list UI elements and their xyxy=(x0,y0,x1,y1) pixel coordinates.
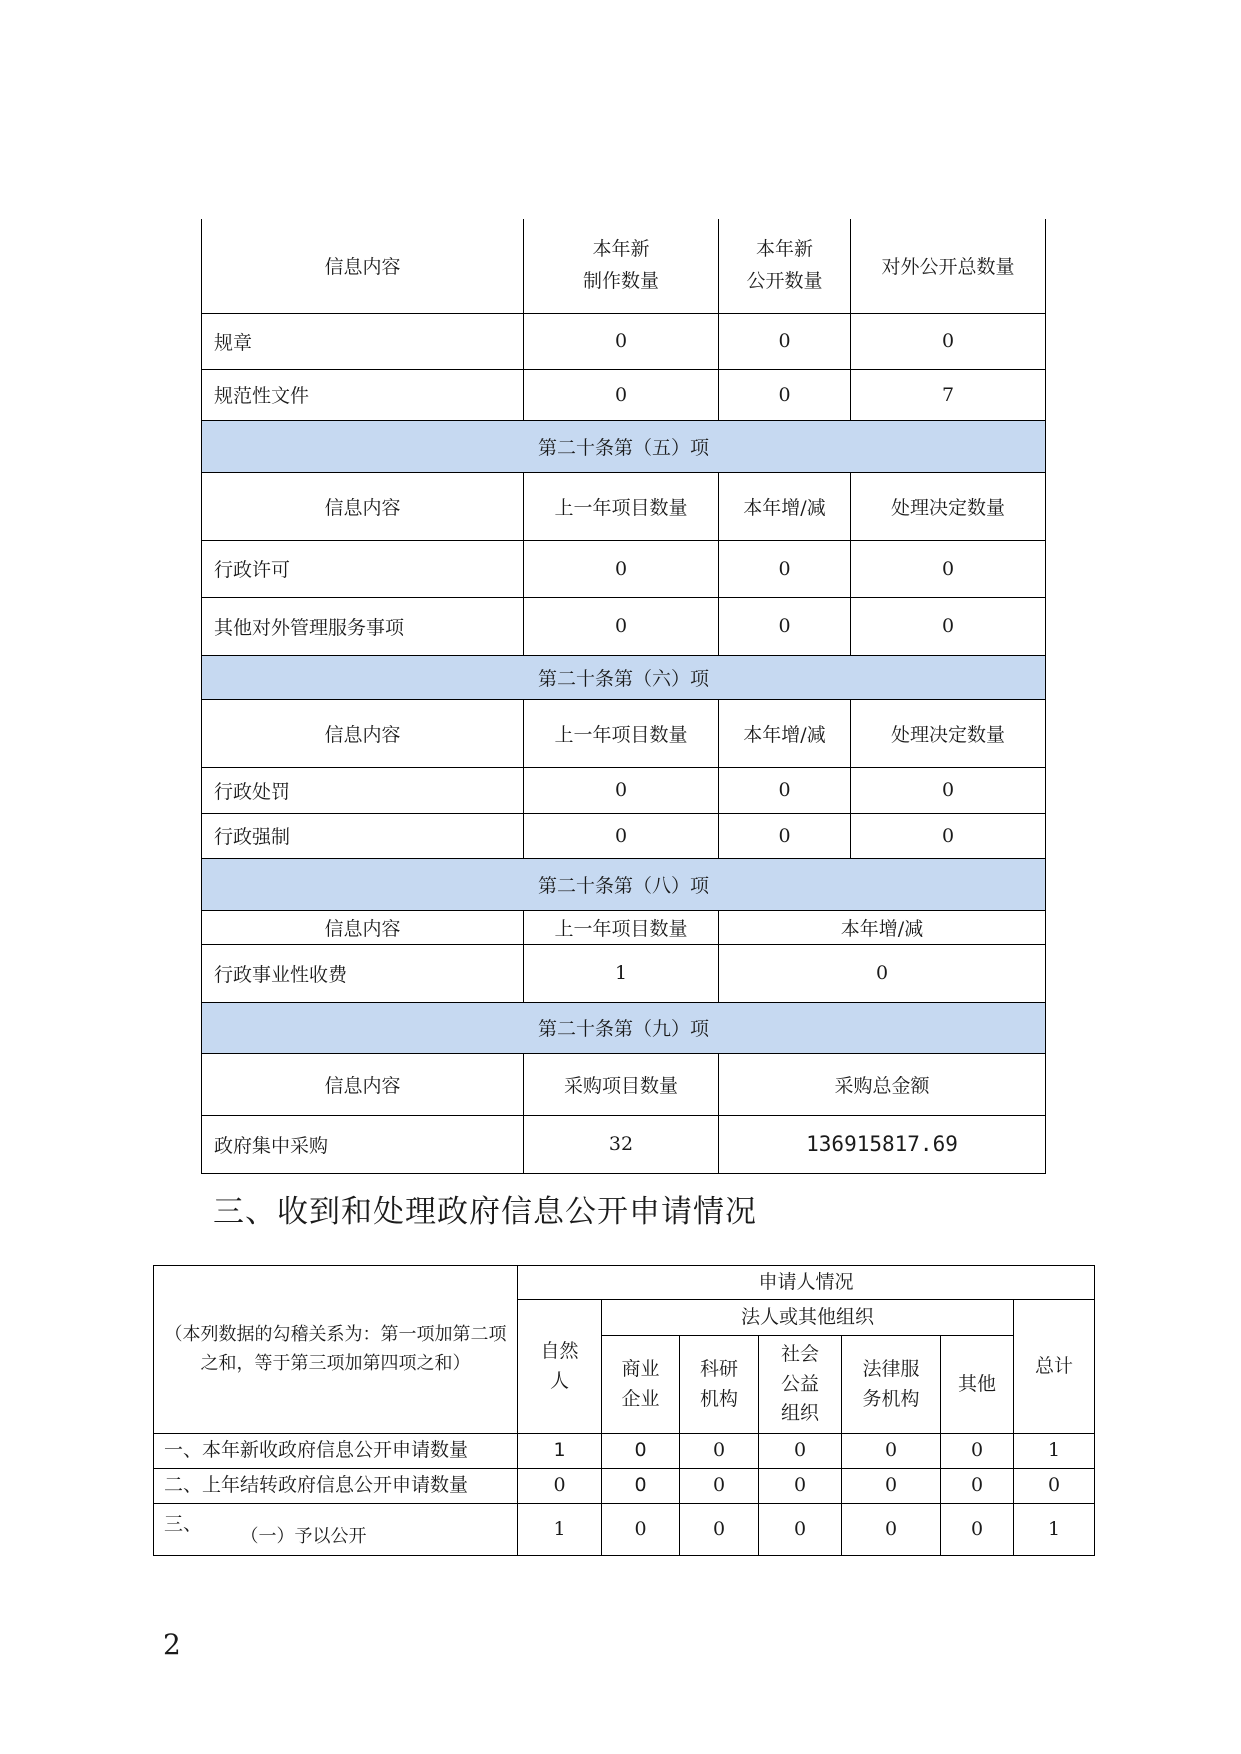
social-welfare-header: 社会 公益 组织 xyxy=(759,1336,842,1434)
cell-value: 0 xyxy=(719,597,851,655)
total-header: 总计 xyxy=(1014,1300,1095,1434)
natural-person-header: 自然 人 xyxy=(518,1300,602,1434)
section-header-5: 第二十条第（五）项 xyxy=(202,420,1046,472)
header-change: 本年增/减 xyxy=(719,699,851,767)
page-number: 2 xyxy=(163,1628,181,1661)
cell-value: 0 xyxy=(842,1469,941,1504)
cell-value: 32 xyxy=(524,1115,719,1173)
row-label: 行政许可 xyxy=(202,540,524,597)
cell-value: 0 xyxy=(719,767,851,813)
row-label: 一、本年新收政府信息公开申请数量 xyxy=(154,1434,518,1469)
application-statistics-table xyxy=(153,1265,1095,1556)
row-label: 行政处罚 xyxy=(202,767,524,813)
row-label: 政府集中采购 xyxy=(202,1115,524,1173)
cell-value: 0 xyxy=(759,1434,842,1469)
row-label: 行政事业性收费 xyxy=(202,944,524,1002)
cell-value: 0 xyxy=(524,540,719,597)
header-info-content: 信息内容 xyxy=(202,699,524,767)
header-decisions: 处理决定数量 xyxy=(851,699,1046,767)
cell-value: 0 xyxy=(851,540,1046,597)
cell-value: 0 xyxy=(719,540,851,597)
header-info-content: 信息内容 xyxy=(202,910,524,944)
cell-value: 0 xyxy=(518,1469,602,1504)
cell-value: 0 xyxy=(941,1434,1014,1469)
header-info-content: 信息内容 xyxy=(202,472,524,540)
cell-value: 0 xyxy=(602,1469,680,1504)
cell-value: 0 xyxy=(719,369,851,420)
row-label: 规范性文件 xyxy=(202,369,524,420)
cell-value: 0 xyxy=(759,1504,842,1556)
cell-value: 0 xyxy=(602,1504,680,1556)
header-prev-year-count: 上一年项目数量 xyxy=(524,699,719,767)
cell-value: 1 xyxy=(524,944,719,1002)
section-header-6: 第二十条第（六）项 xyxy=(202,655,1046,699)
cell-value: 0 xyxy=(719,944,1046,1002)
commercial-header: 商业 企业 xyxy=(602,1336,680,1434)
cell-value: 0 xyxy=(1014,1469,1095,1504)
cell-value: 0 xyxy=(719,813,851,858)
cell-value: 0 xyxy=(680,1434,759,1469)
header-new-made-count: 本年新 制作数量 xyxy=(524,219,719,313)
cell-value: 0 xyxy=(524,813,719,858)
legal-entity-header: 法人或其他组织 xyxy=(602,1300,1014,1336)
section-heading: 三、收到和处理政府信息公开申请情况 xyxy=(213,1194,757,1230)
cell-value: 0 xyxy=(941,1504,1014,1556)
header-new-published-count: 本年新 公开数量 xyxy=(719,219,851,313)
row-prefix: 三、 xyxy=(154,1504,217,1556)
row-label: 二、上年结转政府信息公开申请数量 xyxy=(154,1469,518,1504)
other-header: 其他 xyxy=(941,1336,1014,1434)
header-procurement-total: 采购总金额 xyxy=(719,1053,1046,1115)
cell-value: 0 xyxy=(602,1434,680,1469)
cell-value: 0 xyxy=(842,1504,941,1556)
cell-value: 0 xyxy=(719,313,851,369)
cell-value: 0 xyxy=(524,313,719,369)
information-disclosure-table xyxy=(201,219,1046,1174)
header-total-published: 对外公开总数量 xyxy=(851,219,1046,313)
header-decisions: 处理决定数量 xyxy=(851,472,1046,540)
research-header: 科研 机构 xyxy=(680,1336,759,1434)
legal-service-header: 法律服 务机构 xyxy=(842,1336,941,1434)
cell-value: 1 xyxy=(518,1434,602,1469)
row-label: （一）予以公开 xyxy=(217,1504,518,1556)
cell-value: 0 xyxy=(851,767,1046,813)
cell-value: 1 xyxy=(1014,1504,1095,1556)
row-label: 行政强制 xyxy=(202,813,524,858)
row-label: 其他对外管理服务事项 xyxy=(202,597,524,655)
cell-value: 7 xyxy=(851,369,1046,420)
header-info-content: 信息内容 xyxy=(202,1053,524,1115)
header-prev-year-count: 上一年项目数量 xyxy=(524,910,719,944)
column-note: （本列数据的勾稽关系为：第一项加第二项之和，等于第三项加第四项之和） xyxy=(154,1266,518,1434)
cell-value: 0 xyxy=(941,1469,1014,1504)
cell-value: 0 xyxy=(842,1434,941,1469)
cell-value: 0 xyxy=(851,313,1046,369)
header-prev-year-count: 上一年项目数量 xyxy=(524,472,719,540)
section-header-9: 第二十条第（九）项 xyxy=(202,1002,1046,1053)
procurement-total-amount: 136915817.69 xyxy=(719,1115,1046,1173)
cell-value: 0 xyxy=(524,597,719,655)
cell-value: 0 xyxy=(524,369,719,420)
cell-value: 0 xyxy=(524,767,719,813)
cell-value: 0 xyxy=(680,1504,759,1556)
header-change: 本年增/减 xyxy=(719,910,1046,944)
cell-value: 1 xyxy=(1014,1434,1095,1469)
section-header-8: 第二十条第（八）项 xyxy=(202,858,1046,910)
applicant-header: 申请人情况 xyxy=(518,1266,1095,1300)
cell-value: 1 xyxy=(518,1504,602,1556)
cell-value: 0 xyxy=(680,1469,759,1504)
cell-value: 0 xyxy=(759,1469,842,1504)
cell-value: 0 xyxy=(851,813,1046,858)
header-procurement-count: 采购项目数量 xyxy=(524,1053,719,1115)
header-change: 本年增/减 xyxy=(719,472,851,540)
cell-value: 0 xyxy=(851,597,1046,655)
header-info-content: 信息内容 xyxy=(202,219,524,313)
row-label: 规章 xyxy=(202,313,524,369)
